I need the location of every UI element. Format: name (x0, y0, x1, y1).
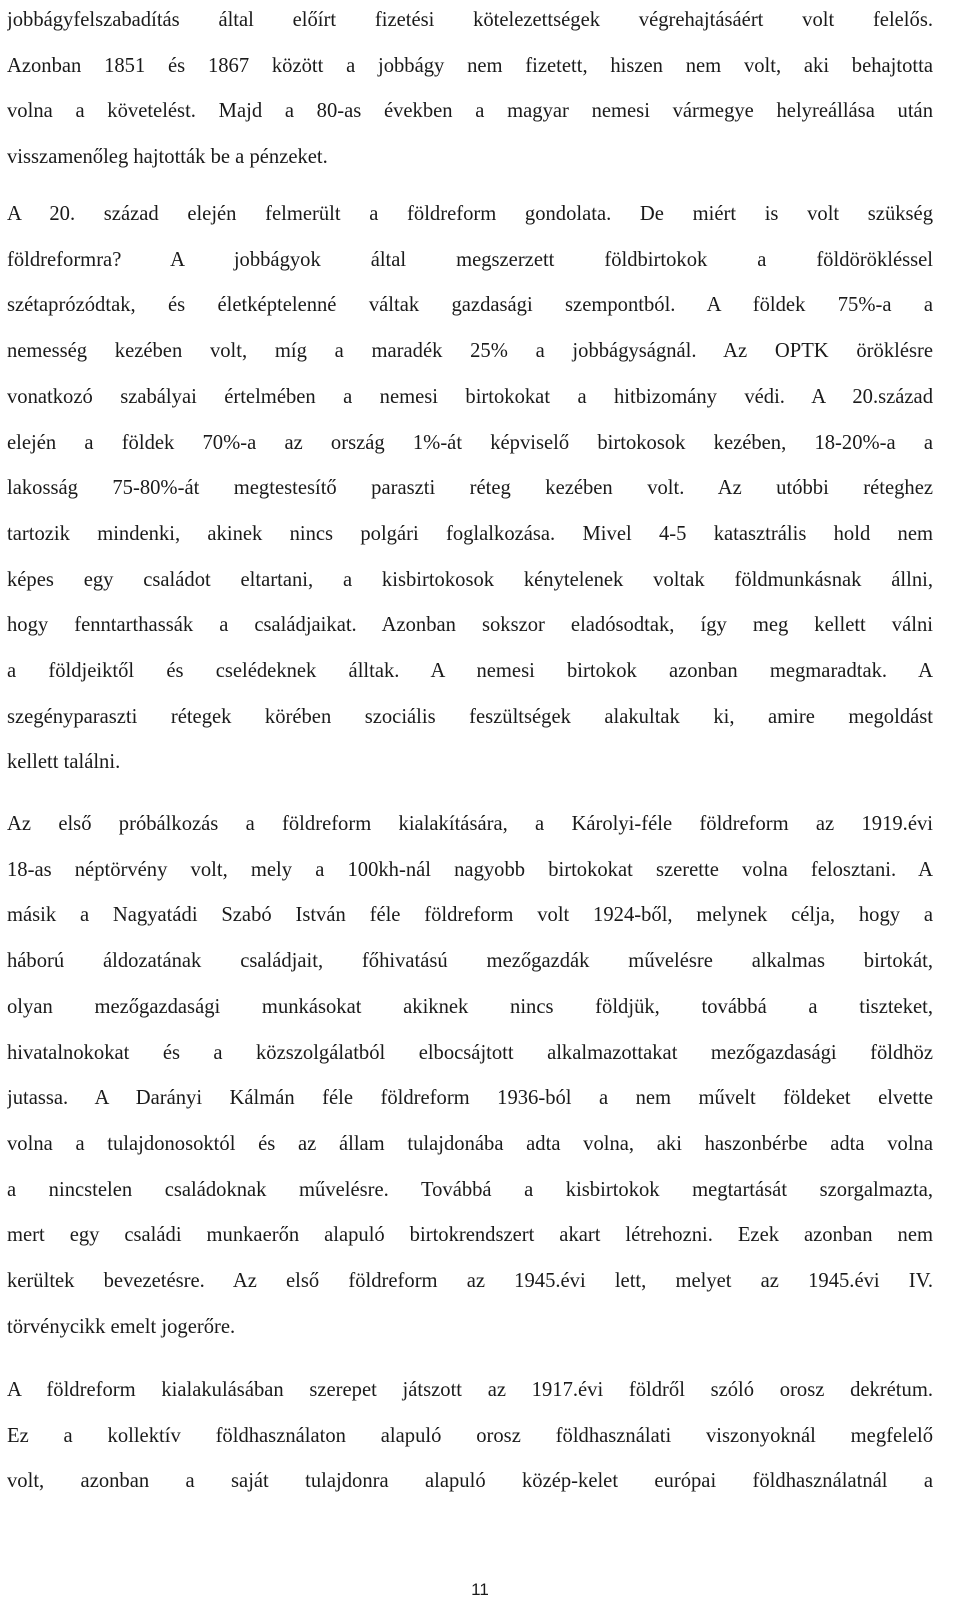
text-line: földreformra? A jobbágyok által megszerzett földbirtokok a földörökléssel (7, 248, 933, 271)
text-line: háború áldozatának családjait, főhivatású mezőgazdák művelésre alkalmas birtokát, (7, 950, 933, 973)
text-line: jobbágyfelszabadítás által előírt fizetési kötelezettségek végrehajtásáért volt felelős. (7, 9, 933, 31)
text-line: szétaprózódtak, és életképtelenné váltak gazdasági szempontból. A földek 75%-a a (7, 294, 933, 317)
text-line: hogy fenntarthassák a családjaikat. Azonban sokszor eladósodtak, így meg kellett válni (7, 614, 933, 637)
text-line: elején a földek 70%-a az ország 1%-át képviselő birtokosok kezében, 18-20%-a a (7, 431, 933, 454)
text-line: a földjeiktől és cselédeknek álltak. A nemesi birtokok azonban megmaradtak. A (7, 660, 933, 683)
text-line: Ez a kollektív földhasználaton alapuló orosz földhasználati viszonyoknál megfelelő (7, 1424, 933, 1447)
text-line: a nincstelen családoknak művelésre. Továbbá a kisbirtokok megtartását szorgalmazta, (7, 1178, 933, 1201)
text-line: olyan mezőgazdasági munkásokat akiknek nincs földjük, továbbá a tiszteket, (7, 995, 933, 1018)
text-line: kellett találni. (7, 751, 121, 774)
text-line: másik a Nagyatádi Szabó István féle földreform volt 1924-ből, melynek célja, hogy a (7, 904, 933, 927)
text-line: lakosság 75-80%-át megtestesítő paraszti réteg kezében volt. Az utóbbi réteghez (7, 477, 933, 500)
text-line: volna a követelést. Majd a 80-as években a magyar nemesi vármegye helyreállása után (7, 100, 933, 123)
paragraph-2 (7, 192, 933, 786)
text-line: volna a tulajdonosoktól és az állam tulajdonába adta volna, aki haszonbérbe adta volna (7, 1132, 933, 1155)
text-line: visszamenőleg hajtották be a pénzeket. (7, 146, 328, 169)
text-line: mert egy családi munkaerőn alapuló birtokrendszert akart létrehozni. Ezek azonban nem (7, 1224, 933, 1247)
paragraph-1 (7, 0, 933, 181)
text-line: hivatalnokokat és a közszolgálatból elbocsájtott alkalmazottakat mezőgazdasági földhöz (7, 1041, 933, 1064)
text-line: jutassa. A Darányi Kálmán féle földreform 1936-ból a nem művelt földeket elvette (7, 1087, 933, 1110)
text-line: kerültek bevezetésre. Az első földreform az 1945.évi lett, melyet az 1945.évi IV. (7, 1270, 933, 1293)
text-line: A 20. század elején felmerült a földreform gondolata. De miért is volt szükség (7, 203, 933, 225)
text-line: Azonban 1851 és 1867 között a jobbágy nem fizetett, hiszen nem volt, aki behajtotta (7, 54, 933, 77)
text-line: Az első próbálkozás a földreform kialakítására, a Károlyi-féle földreform az 1919.évi (7, 813, 933, 835)
paragraph-4 (7, 1368, 933, 1505)
text-line: vonatkozó szabályai értelmében a nemesi birtokokat a hitbizomány védi. A 20.század (7, 385, 933, 408)
text-line: A földreform kialakulásában szerepet játszott az 1917.évi földről szóló orosz dekrétum. (7, 1379, 933, 1401)
text-line: volt, azonban a saját tulajdonra alapuló közép-kelet európai földhasználatnál a (7, 1470, 933, 1493)
text-line: 18-as néptörvény volt, mely a 100kh-nál nagyobb birtokokat szerette volna felosztani. A (7, 858, 933, 881)
text-line: szegényparaszti rétegek körében szociális feszültségek alakultak ki, amire megoldást (7, 705, 933, 728)
paragraph-3 (7, 802, 933, 1350)
text-line: képes egy családot eltartani, a kisbirtokosok kénytelenek voltak földmunkásnak állni, (7, 568, 933, 591)
text-line: nemesség kezében volt, míg a maradék 25% a jobbágyságnál. Az OPTK öröklésre (7, 340, 933, 363)
page-number: 11 (471, 1580, 489, 1599)
text-line: törvénycikk emelt jogerőre. (7, 1315, 236, 1338)
text-line: tartozik mindenki, akinek nincs polgári foglalkozása. Mivel 4-5 katasztrális hold nem (7, 522, 933, 545)
